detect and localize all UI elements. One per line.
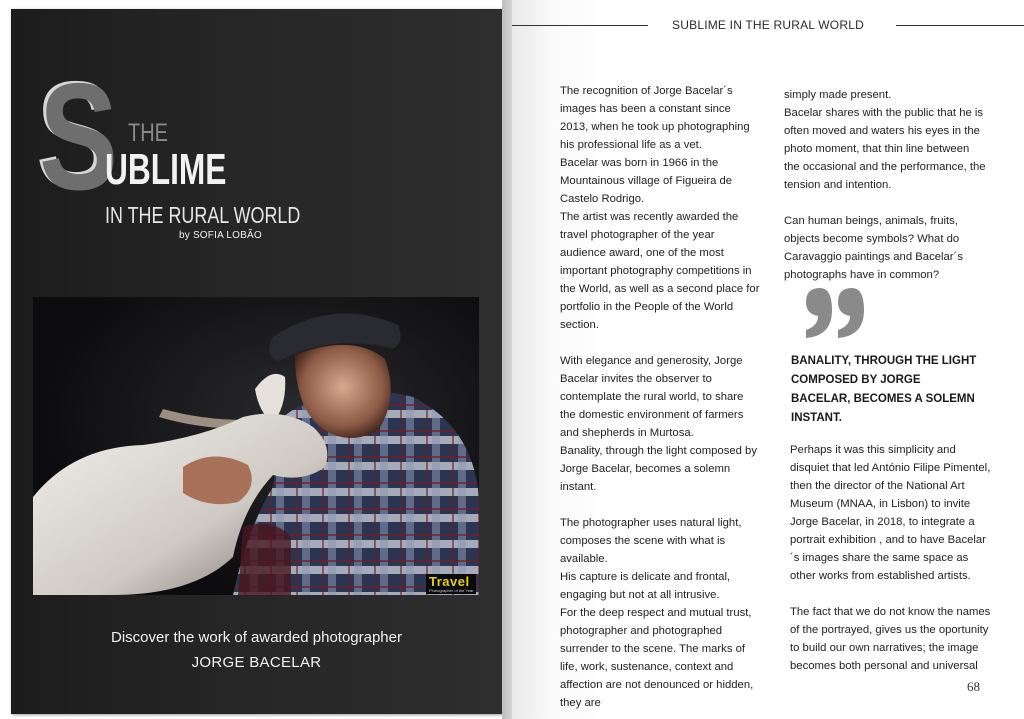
discover-line: Discover the work of awarded photographer <box>111 629 402 646</box>
badge-title: Travel <box>429 574 470 589</box>
man-with-goat-illustration <box>33 297 479 595</box>
article-page <box>512 0 1024 719</box>
page-number: 68 <box>967 679 980 694</box>
paragraph: Can human beings, animals, fruits, objects become symbols? What do Caravaggio paintings and Bacelar´s photographs have in common? <box>784 215 963 281</box>
paragraph: simply made present. Bacelar shares with the public that he is often moved and waters his eyes in the photo moment, that thin line between the occasional and the performance, the tension and intention. <box>784 89 986 191</box>
paragraph: The fact that we do not know the names of the portrayed, gives us the oportunity to build our own narratives; the image becomes both personal and universal <box>790 606 991 672</box>
paragraph: Perhaps it was this simplicity and disquiet that led António Filipe Pimentel, then the director of the National Art Museum (MNAA, in Lisbon) to invite Jorge Bacelar, in 2018, to integrate a portrait exhibition , and to have Bacelar´s images share the same space as other works from established artists. <box>790 444 991 582</box>
title-the: THE <box>128 119 168 147</box>
title-initial: S <box>39 52 119 222</box>
article-column-3 <box>790 441 995 675</box>
paragraph: The recognition of Jorge Bacelar´s images has been a constant since 2013, when he took up photographing his professional life as a vet. Bacelar was born in 1966 in the Mountainous village of Figueira de Castelo Rodrigo. The artist was recently awarded the travel photographer of the year audience award, one of the most important photography competitions in the World, as well as a second place for portfolio in the People of the World section. <box>560 85 760 331</box>
article-column-2 <box>784 86 988 284</box>
quote-mark-icon <box>802 282 872 342</box>
pull-quote: BANALITY, THROUGH THE LIGHT COMPOSED BY JORGE BACELAR, BECOMES A SOLEMN INSTANT. <box>791 355 977 424</box>
running-header: SUBLIME IN THE RURAL WORLD <box>672 18 864 32</box>
article-column-1 <box>560 82 762 712</box>
cover-photo <box>33 297 479 595</box>
paragraph: With elegance and generosity, Jorge Bacelar invites the observer to contemplate the rural world, to share the domestic environment of farmers and shepherds in Murtosa. Banality, through the light composed by Jorge Bacelar, becomes a solemn instant. <box>560 355 757 493</box>
badge-subtitle: Photographer of the Year <box>429 588 474 593</box>
title-main: UBLIME <box>105 145 227 194</box>
paragraph: The photographer uses natural light, composes the scene with what is available. His capture is delicate and frontal, engaging but not at all intrusive. For the deep respect and mutual trust, photographer and photographed surrender to the scene. The marks of life, work, sustenance, context and affection are not denounced or hidden, they are <box>560 517 754 709</box>
photographer-name: JORGE BACELAR <box>191 654 322 671</box>
byline: by SOFIA LOBÃO <box>179 230 262 241</box>
cover-page <box>11 9 502 714</box>
travel-award-badge <box>426 574 476 594</box>
title-subtitle: IN THE RURAL WORLD <box>105 202 301 228</box>
